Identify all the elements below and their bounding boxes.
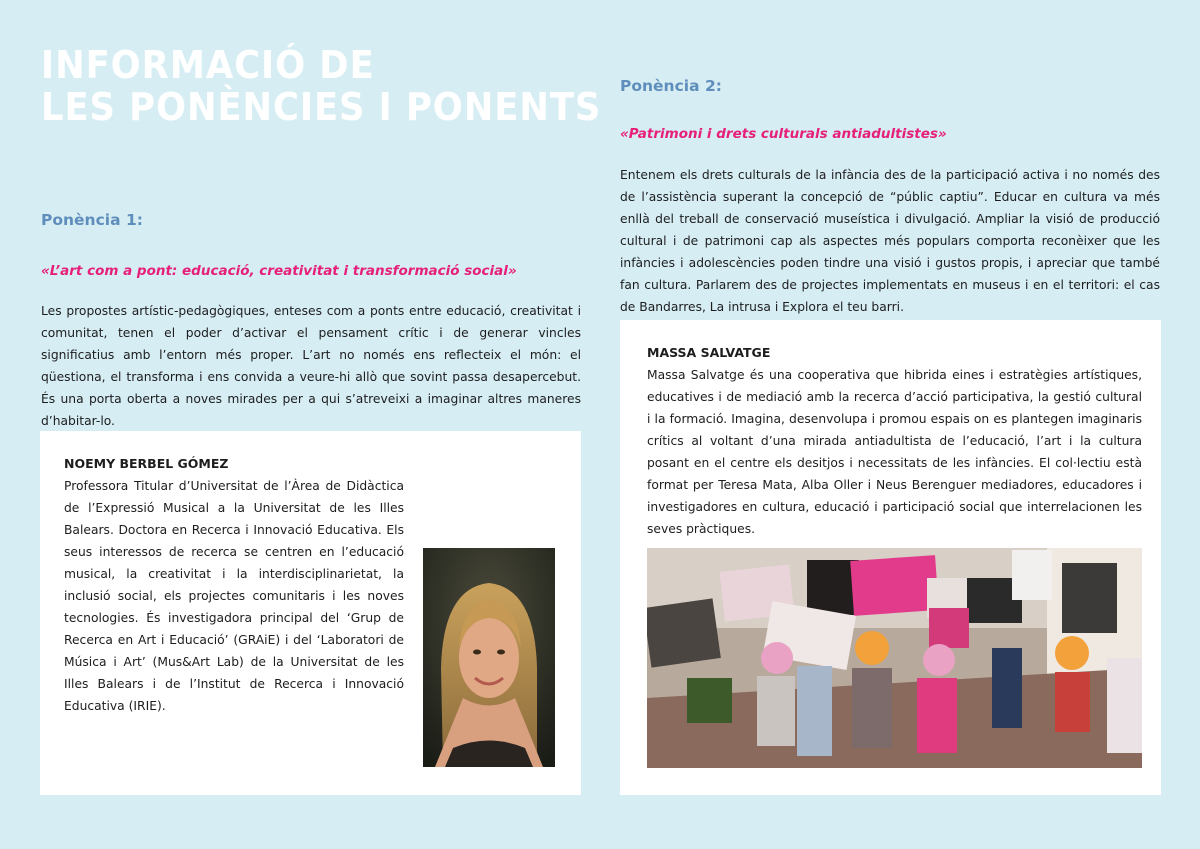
- page-title-line-2: LES PONÈNCIES I PONENTS: [41, 85, 602, 129]
- speaker-card-2: [620, 320, 1161, 795]
- ponencia-1-subtitle: «L’art com a pont: educació, creativitat i transformació social»: [41, 263, 517, 279]
- parade-photo-icon: [647, 548, 1142, 768]
- ponencia-1-label: Ponència 1:: [41, 211, 143, 229]
- speaker-2-bio: Massa Salvatge és una cooperativa que hibrida eines i estratègies artístiques, educatives i de mediació amb la recerca d’acció participativa, la gestió cultural i la formació. Imagina, desenvolupa i promou espais on es plantegen imaginaris crítics al voltant d’una mirada antiadultista de l’educació, l’art i la cultura posant en el centre els desitjos i necessitats de les infàncies. El col·lectiu està format per Teresa Mata, Alba Oller i Neus Berenguer mediadores, educadores i investigadores en cultura, educació i participació social que interrelacionen les seves pràctiques.: [647, 368, 1142, 536]
- speaker-1-bio: Professora Titular d’Universitat de l’Àrea de Didàctica de l’Expressió Musical a la Universitat de les Illes Balears. Doctora en Recerca i Innovació Educativa. Els seus interessos de recerca se centren en l’educació musical, la creativitat i la interdisciplinarietat, la inclusió social, els projectes comunitaris i les noves tecnologies. És investigadora principal del ‘Grup de Recerca en Art i Educació’ (GRAiE) i del ‘Laboratori de Música i Art’ (Mus&Art Lab) de la Universitat de les Illes Balears i de l’Institut de Recerca i Innovació Educativa (IRIE).: [64, 479, 404, 713]
- speaker-1-name: NOEMY BERBEL GÓMEZ: [64, 456, 229, 471]
- speaker-card-1: [40, 431, 581, 795]
- ponencia-1-description: Les propostes artístic-pedagògiques, enteses com a ponts entre educació, creativitat i comunitat, tenen el poder d’activar el pensament crític i de generar vincles significatius amb l’entorn més proper. L’art no només ens reflecteix el món: el qüestiona, el transforma i ens convida a veure-hi allò que sovint passa desapercebut. És una porta oberta a noves mirades per a qui s’atreveixi a imaginar altres maneres d’habitar-lo.: [41, 304, 581, 428]
- speaker-2-name: MASSA SALVATGE: [647, 345, 771, 360]
- page-title-line-1: INFORMACIÓ DE: [41, 43, 375, 87]
- ponencia-2-subtitle: «Patrimoni i drets culturals antiadultistes»: [620, 126, 947, 142]
- ponencia-2-description: Entenem els drets culturals de la infància des de la participació activa i no només des de l’assistència superant la concepció de “públic captiu”. Educar en cultura va més enllà del treball de conservació museística i divulgació. Ampliar la visió de producció cultural i de patrimoni cap als aspectes més populars comporta reconèixer que les infàncies i adolescències poden tindre una visió i gustos propis, i apreciar que també fan cultura. Parlarem des de projectes implementats en museus i en el territori: el cas de Bandarres, La intrusa i Explora el teu barri.: [620, 168, 1160, 314]
- portrait-photo-icon: [423, 548, 555, 767]
- page-title: [41, 43, 602, 129]
- ponencia-2-label: Ponència 2:: [620, 77, 722, 95]
